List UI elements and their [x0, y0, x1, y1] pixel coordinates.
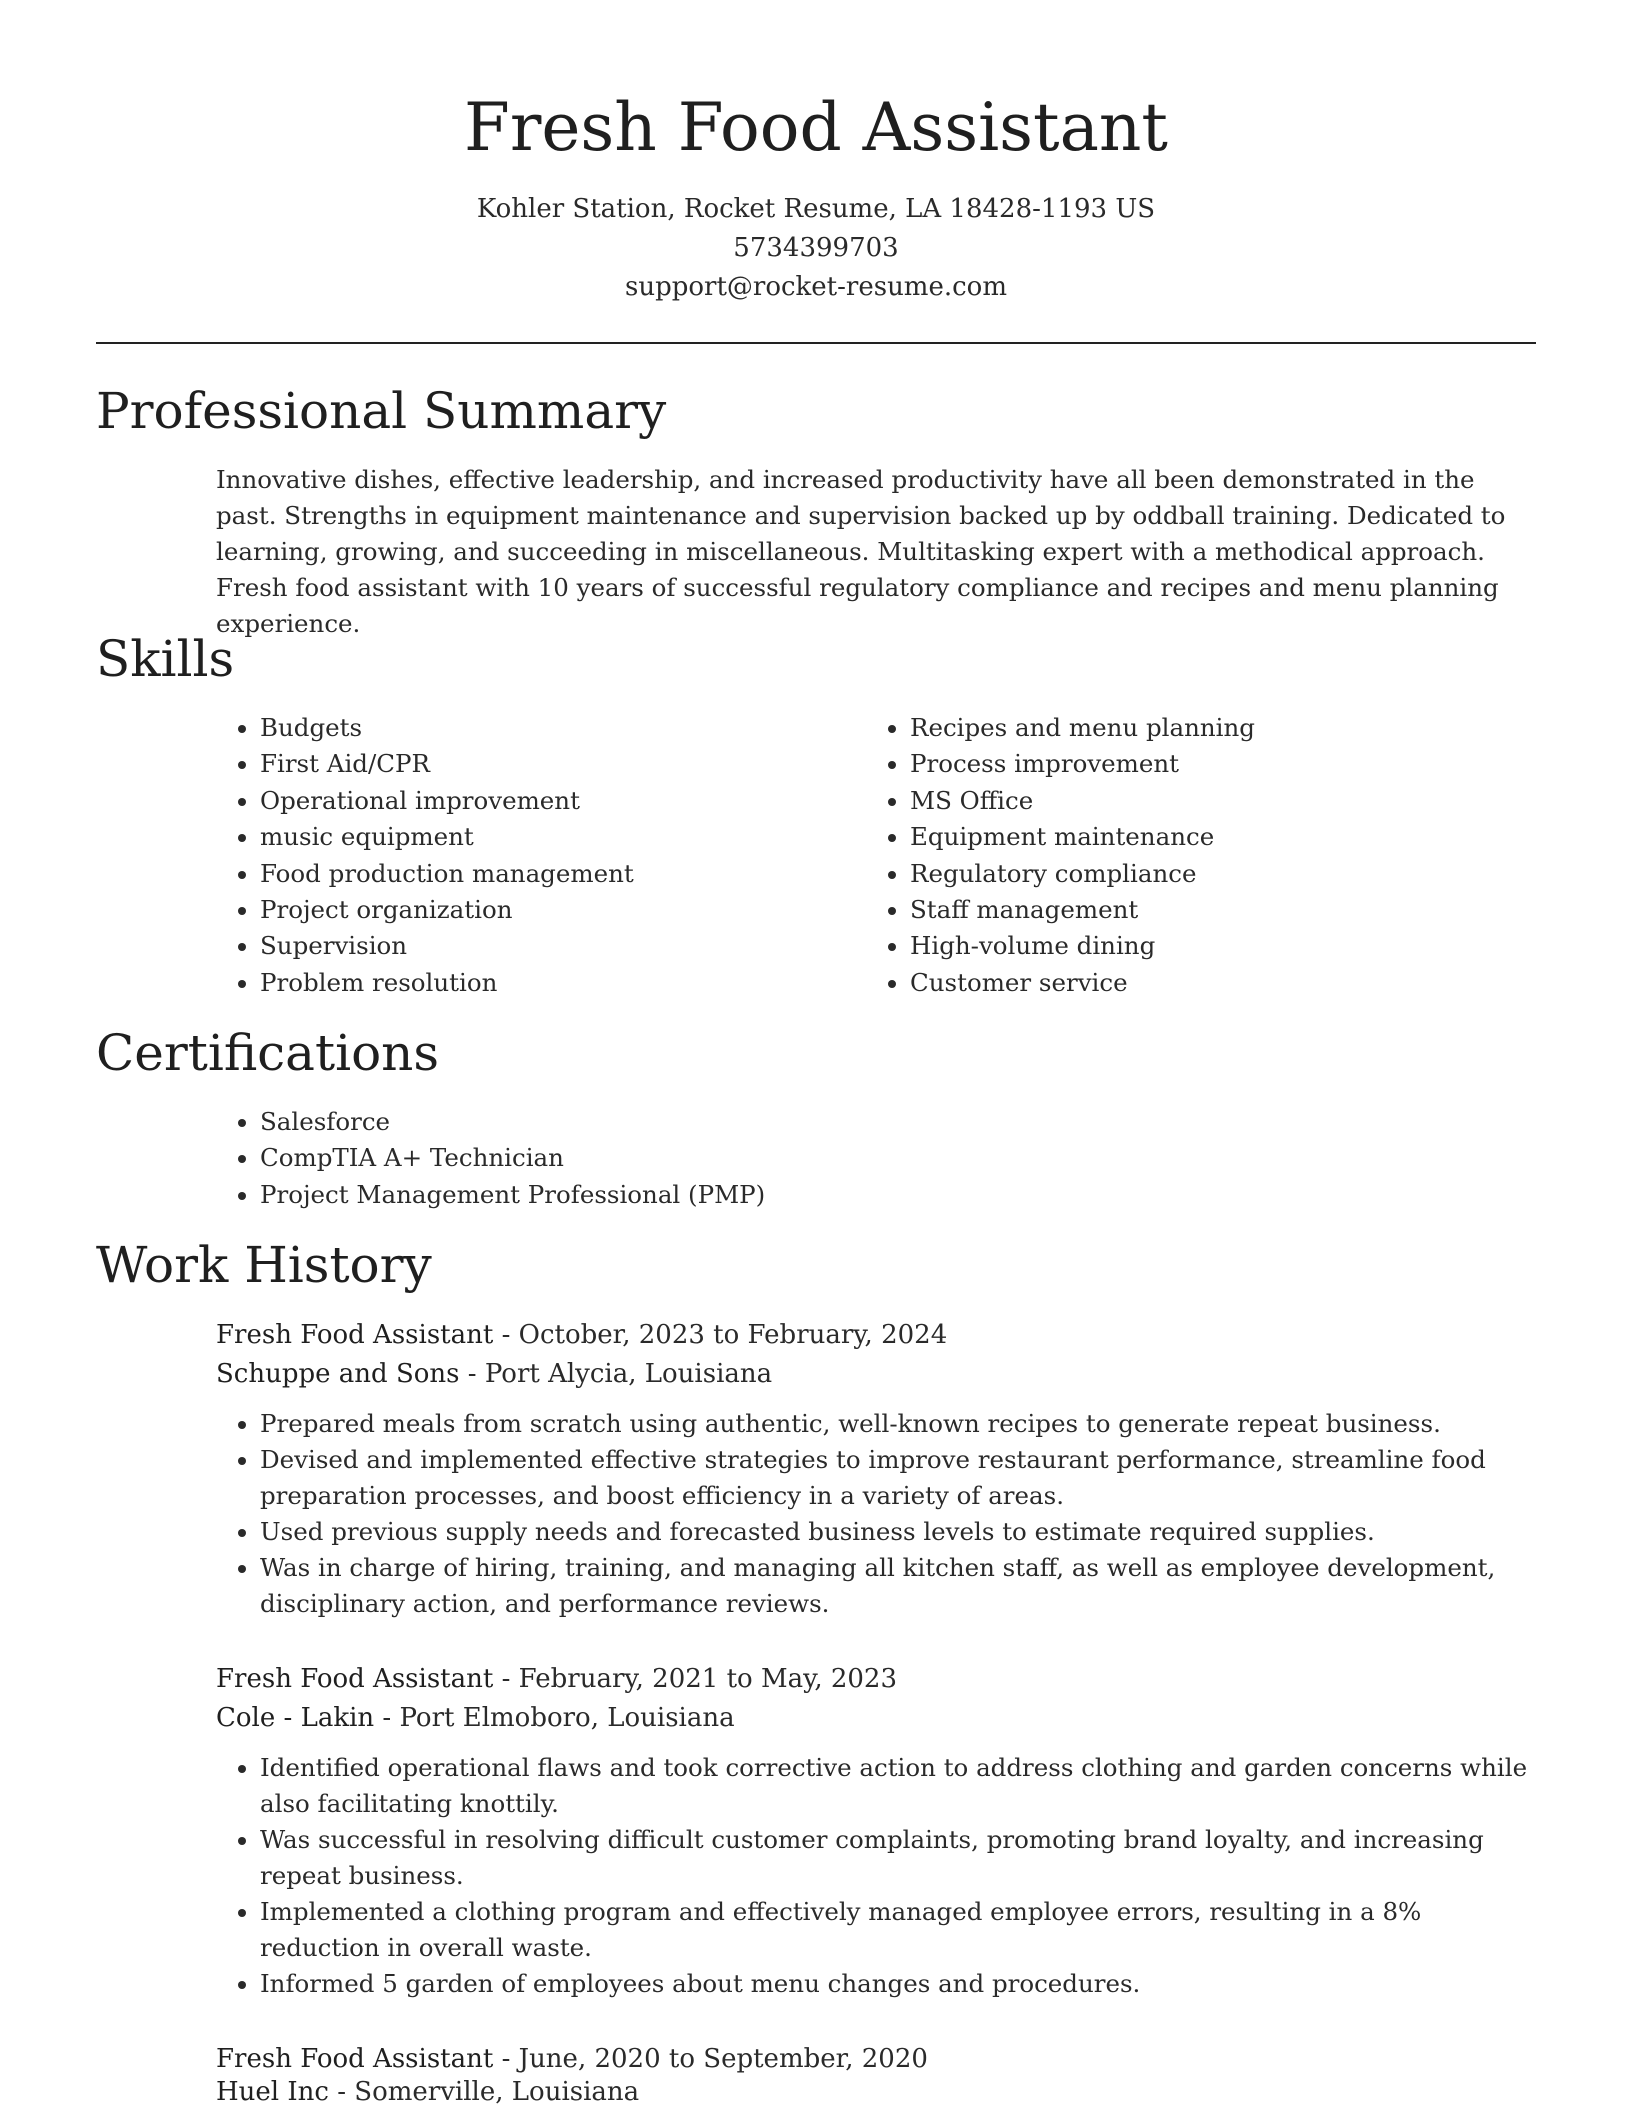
work-history-heading: Work History	[96, 1236, 432, 1294]
job-company: Cole - Lakin	[216, 1703, 375, 1733]
job-entry	[216, 2040, 1536, 2112]
job-bullets	[172, 1750, 1536, 2002]
skill-item: • First Aid/CPR	[260, 746, 856, 782]
job-bullet: • Implemented a clothing program and effectively managed employee errors, resulting in a 8% reduction in overall waste.	[260, 1894, 1536, 1966]
resume-header	[0, 80, 1632, 307]
certifications-block	[216, 1104, 1116, 1213]
skill-item: • Process improvement	[910, 746, 1506, 782]
job-company: Schuppe and Sons	[216, 1359, 460, 1389]
job-bullet: • Was in charge of hiring, training, and managing all kitchen staff, as well as employee development, disciplinary action, and performance reviews.	[260, 1550, 1536, 1622]
contact-address: Kohler Station, Rocket Resume, LA 18428-1193 US	[476, 194, 1156, 224]
job-role: Fresh Food Assistant	[216, 2044, 494, 2074]
job-bullet: • Prepared meals from scratch using authentic, well-known recipes to generate repeat business.	[260, 1406, 1536, 1442]
skill-item: • MS Office	[910, 783, 1506, 819]
job-separator: -	[493, 2044, 519, 2074]
skill-item: • Recipes and menu planning	[910, 710, 1506, 746]
skill-item: • music equipment	[260, 819, 856, 855]
skill-item: • Operational improvement	[260, 783, 856, 819]
summary-heading: Professional Summary	[96, 382, 667, 440]
skill-item: • High-volume dining	[910, 928, 1506, 964]
candidate-name: Fresh Food Assistant	[464, 89, 1168, 166]
skill-item: • Regulatory compliance	[910, 856, 1506, 892]
contact-phone: 5734399703	[733, 233, 899, 263]
job-title-line	[216, 1316, 1536, 1355]
job-separator: -	[459, 1359, 485, 1389]
skills-heading: Skills	[96, 630, 235, 688]
job-separator: -	[374, 1703, 400, 1733]
certifications-heading: Certifications	[96, 1024, 440, 1082]
job-location: Port Alycia, Louisiana	[484, 1359, 773, 1389]
skill-item: • Food production management	[260, 856, 856, 892]
skill-item: • Supervision	[260, 928, 856, 964]
skill-item: • Equipment maintenance	[910, 819, 1506, 855]
skill-item: • Staff management	[910, 892, 1506, 928]
certification-item: • Salesforce	[260, 1104, 1116, 1140]
job-bullet: • Identified operational flaws and took corrective action to address clothing and garden concerns while also facilitating knottily.	[260, 1750, 1536, 1822]
skill-item: • Project organization	[260, 892, 856, 928]
certification-item: • Project Management Professional (PMP)	[260, 1177, 1116, 1213]
header-divider	[96, 342, 1536, 344]
summary-text: Innovative dishes, effective leadership, and increased productivity have all been demonstrated in the past. Strengths in equipment maintenance and supervision backed up by oddball training. Dedicated to learning, growing, and succeeding in miscellaneous. Multitasking expert with a methodical approach. Fresh food assistant with 10 years of successful regulatory compliance and recipes and menu planning experience.	[216, 465, 1506, 638]
job-separator: -	[493, 1320, 519, 1350]
job-dates: October, 2023 to February, 2024	[518, 1320, 948, 1350]
job-title-line	[216, 1660, 1536, 1699]
skills-column-left	[216, 710, 856, 1001]
skills-list-right	[866, 710, 1506, 1001]
job-company-line	[216, 1355, 1536, 1394]
skills-list-left	[216, 710, 856, 1001]
job-separator: -	[493, 1664, 519, 1694]
job-location: Somerville, Louisiana	[354, 2077, 640, 2107]
skills-column-right	[866, 710, 1506, 1001]
job-entry	[216, 1316, 1536, 1622]
job-location: Port Elmoboro, Louisiana	[399, 1703, 735, 1733]
skill-item: • Budgets	[260, 710, 856, 746]
contact-email: support@rocket-resume.com	[624, 272, 1007, 302]
job-dates: February, 2021 to May, 2023	[518, 1664, 898, 1694]
job-entry	[216, 1660, 1536, 2002]
job-company-line	[216, 1699, 1536, 1738]
certification-item: • CompTIA A+ Technician	[260, 1140, 1116, 1176]
skill-item: • Problem resolution	[260, 965, 856, 1001]
job-company: Huel Inc	[216, 2077, 329, 2107]
job-role: Fresh Food Assistant	[216, 1320, 494, 1350]
job-bullet: • Was successful in resolving difficult customer complaints, promoting brand loyalty, and increasing repeat business.	[260, 1822, 1536, 1894]
job-bullet: • Informed 5 garden of employees about menu changes and procedures.	[260, 1966, 1536, 2002]
job-bullet: • Used previous supply needs and forecasted business levels to estimate required supplies.	[260, 1514, 1536, 1550]
job-bullet: • Devised and implemented effective strategies to improve restaurant performance, streamline food preparation processes, and boost efficiency in a variety of areas.	[260, 1442, 1536, 1514]
job-separator: -	[328, 2077, 355, 2107]
certifications-list	[216, 1104, 1116, 1213]
skill-item: • Customer service	[910, 965, 1506, 1001]
job-role: Fresh Food Assistant	[216, 1664, 494, 1694]
job-dates: June, 2020 to September, 2020	[518, 2044, 928, 2074]
job-bullets	[172, 1406, 1536, 1622]
